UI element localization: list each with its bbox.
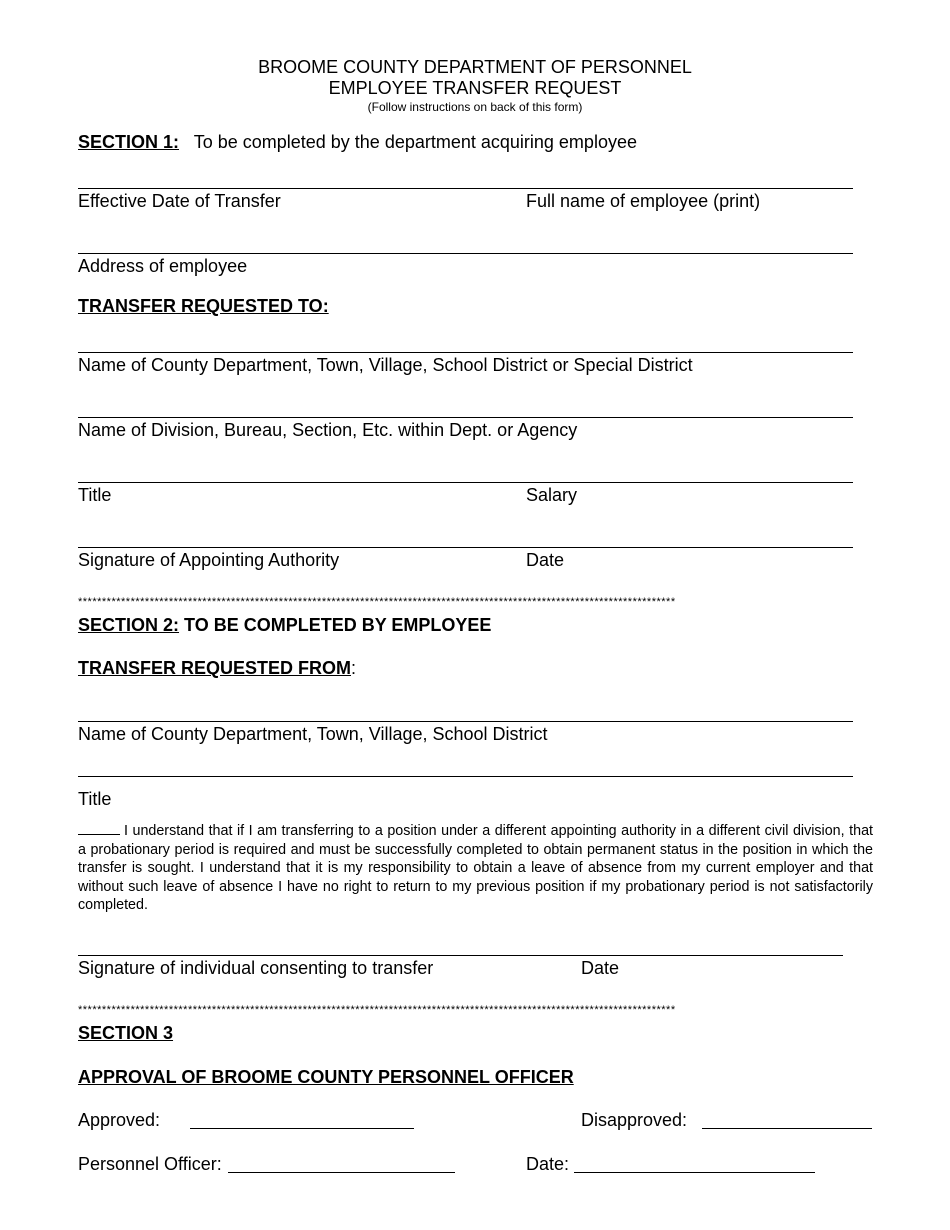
form-authority-title: BROOME COUNTY DEPARTMENT OF PERSONNEL <box>258 57 692 77</box>
employee-signature-line[interactable] <box>78 955 843 956</box>
authority-signature-line[interactable] <box>78 547 853 548</box>
to-division-label: Name of Division, Bureau, Section, Etc. within Dept. or Agency <box>78 420 578 440</box>
authority-signature-label: Signature of Appointing Authority <box>78 550 340 570</box>
form-title: EMPLOYEE TRANSFER REQUEST <box>328 78 622 98</box>
section2-subheading: TO BE COMPLETED BY EMPLOYEE <box>184 615 492 635</box>
to-county-dept-line[interactable] <box>78 352 853 353</box>
section1-subheading: To be completed by the department acquiring employee <box>193 132 637 152</box>
from-title-line[interactable] <box>78 776 853 777</box>
disapproved-label: Disapproved: <box>581 1110 688 1130</box>
transfer-from-heading-row <box>78 658 356 679</box>
section1-heading: SECTION 1: <box>78 132 180 152</box>
section2-heading: SECTION 2: <box>78 615 180 635</box>
employee-signature-label: Signature of individual consenting to transfer <box>78 958 434 978</box>
personnel-officer-line[interactable] <box>228 1172 455 1173</box>
title-salary-line[interactable] <box>78 482 853 483</box>
transfer-from-colon: : <box>351 658 357 678</box>
from-county-dept-label: Name of County Department, Town, Village, School District <box>78 724 548 744</box>
to-title-label: Title <box>78 485 112 505</box>
transfer-from-heading: TRANSFER REQUESTED FROM <box>78 658 352 678</box>
officer-date-line[interactable] <box>574 1172 815 1173</box>
approved-label: Approved: <box>78 1110 161 1130</box>
salary-label: Salary <box>526 485 578 505</box>
authority-date-label: Date <box>526 550 565 570</box>
personnel-officer-label: Personnel Officer: <box>78 1154 222 1174</box>
section2-heading-row <box>78 615 491 636</box>
consent-initials-blank[interactable] <box>78 823 120 835</box>
separator-2: ***************************************************************************************************************************** <box>78 1004 676 1016</box>
to-county-dept-label: Name of County Department, Town, Village, School District or Special District <box>78 355 693 375</box>
consent-paragraph <box>78 822 873 915</box>
transfer-to-heading: TRANSFER REQUESTED TO: <box>78 296 329 316</box>
to-division-line[interactable] <box>78 417 853 418</box>
effective-date-label: Effective Date of Transfer <box>78 191 281 211</box>
section1-heading-row <box>78 132 637 153</box>
from-county-dept-line[interactable] <box>78 721 853 722</box>
address-label: Address of employee <box>78 256 248 276</box>
consent-text: I understand that if I am transferring to a position under a different appointing authority in a different civil division, that a probationary period is required and must be successfully completed to obtain permanent status in the position in which the transfer is sought. I understand that it is my responsibility to obtain a leave of absence from my current employer and that without such leave of absence I have no right to return to my previous position if my probationary period is not satisfactorily completed. <box>78 823 873 914</box>
disapproved-line[interactable] <box>702 1128 872 1129</box>
employee-date-label: Date <box>581 958 620 978</box>
effective-date-and-name-line[interactable] <box>78 188 853 189</box>
form-instructions-note: (Follow instructions on back of this form) <box>367 100 583 114</box>
address-line[interactable] <box>78 253 853 254</box>
approved-line[interactable] <box>190 1128 414 1129</box>
separator-1: ***************************************************************************************************************************** <box>78 596 676 608</box>
officer-date-label: Date: <box>526 1154 570 1174</box>
approval-heading: APPROVAL OF BROOME COUNTY PERSONNEL OFFICER <box>78 1067 574 1087</box>
from-title-label: Title <box>78 789 112 809</box>
section3-heading: SECTION 3 <box>78 1023 174 1043</box>
full-name-label: Full name of employee (print) <box>526 191 761 211</box>
